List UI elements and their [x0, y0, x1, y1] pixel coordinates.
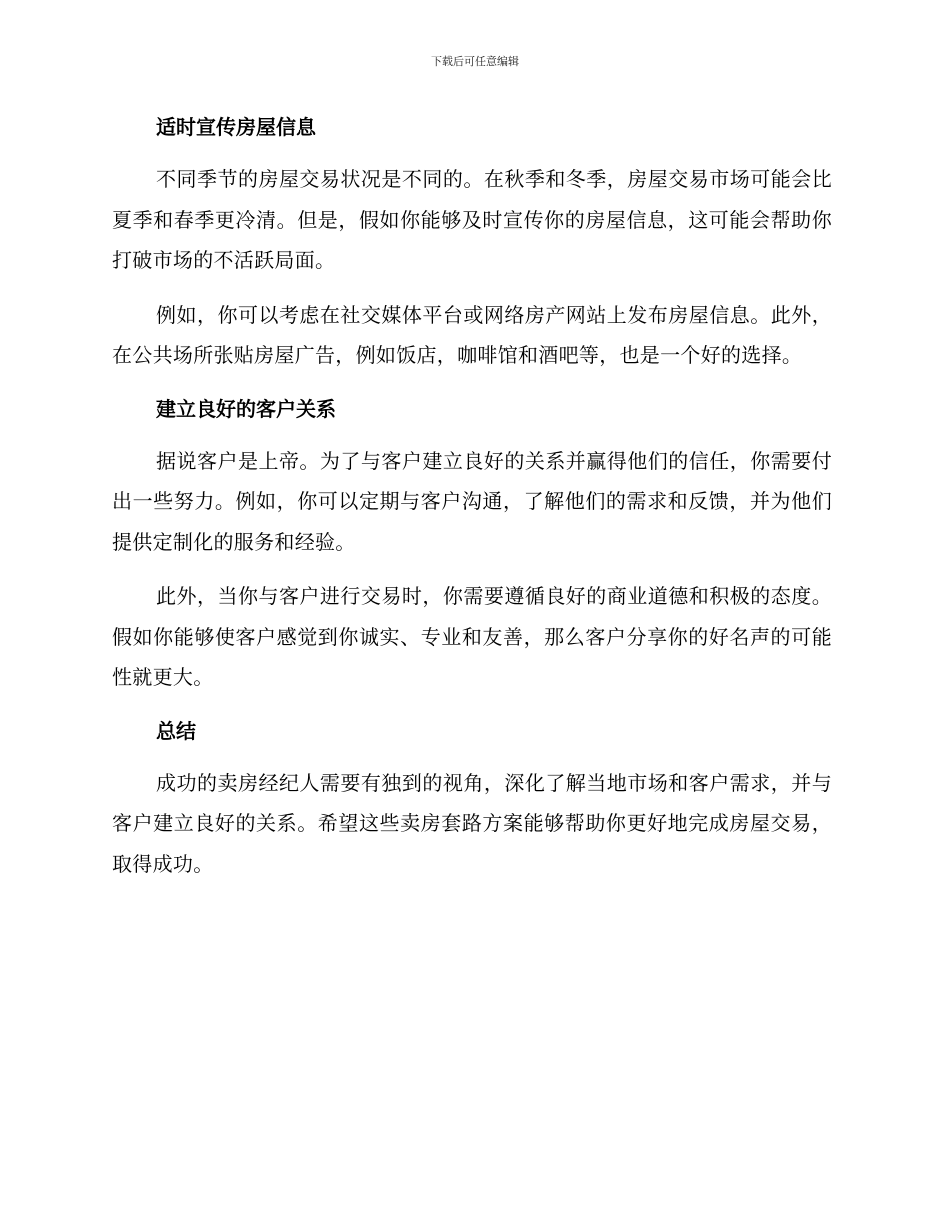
paragraph: 例如，你可以考虑在社交媒体平台或网络房产网站上发布房屋信息。此外，在公共场所张贴房屋广告，例如饭店，咖啡馆和酒吧等，也是一个好的选择。 — [112, 302, 832, 367]
section-customer-relations — [112, 390, 832, 698]
section-promote-listing — [112, 108, 832, 376]
paragraph: 此外，当你与客户进行交易时，你需要遵循良好的商业道德和积极的态度。假如你能够使客户感觉到你诚实、专业和友善，那么客户分享你的好名声的可能性就更大。 — [112, 584, 832, 689]
page-header: 下载后可任意编辑 — [431, 55, 519, 68]
document-body — [112, 108, 832, 884]
section-summary — [112, 712, 832, 885]
section-heading: 适时宣传房屋信息 — [156, 115, 316, 139]
section-heading: 建立良好的客户关系 — [156, 396, 336, 421]
paragraph: 据说客户是上帝。为了与客户建立良好的关系并赢得他们的信任，你需要付出一些努力。例如，你可以定期与客户沟通，了解他们的需求和反馈，并为他们提供定制化的服务和经验。 — [112, 448, 832, 554]
section-heading: 总结 — [156, 718, 196, 743]
paragraph: 不同季节的房屋交易状况是不同的。在秋季和冬季，房屋交易市场可能会比夏季和春季更冷清。但是，假如你能够及时宣传你的房屋信息，这可能会帮助你打破市场的不活跃局面。 — [112, 167, 832, 272]
paragraph: 成功的卖房经纪人需要有独到的视角，深化了解当地市场和客户需求，并与客户建立良好的关系。希望这些卖房套路方案能够帮助你更好地完成房屋交易，取得成功。 — [112, 770, 832, 876]
